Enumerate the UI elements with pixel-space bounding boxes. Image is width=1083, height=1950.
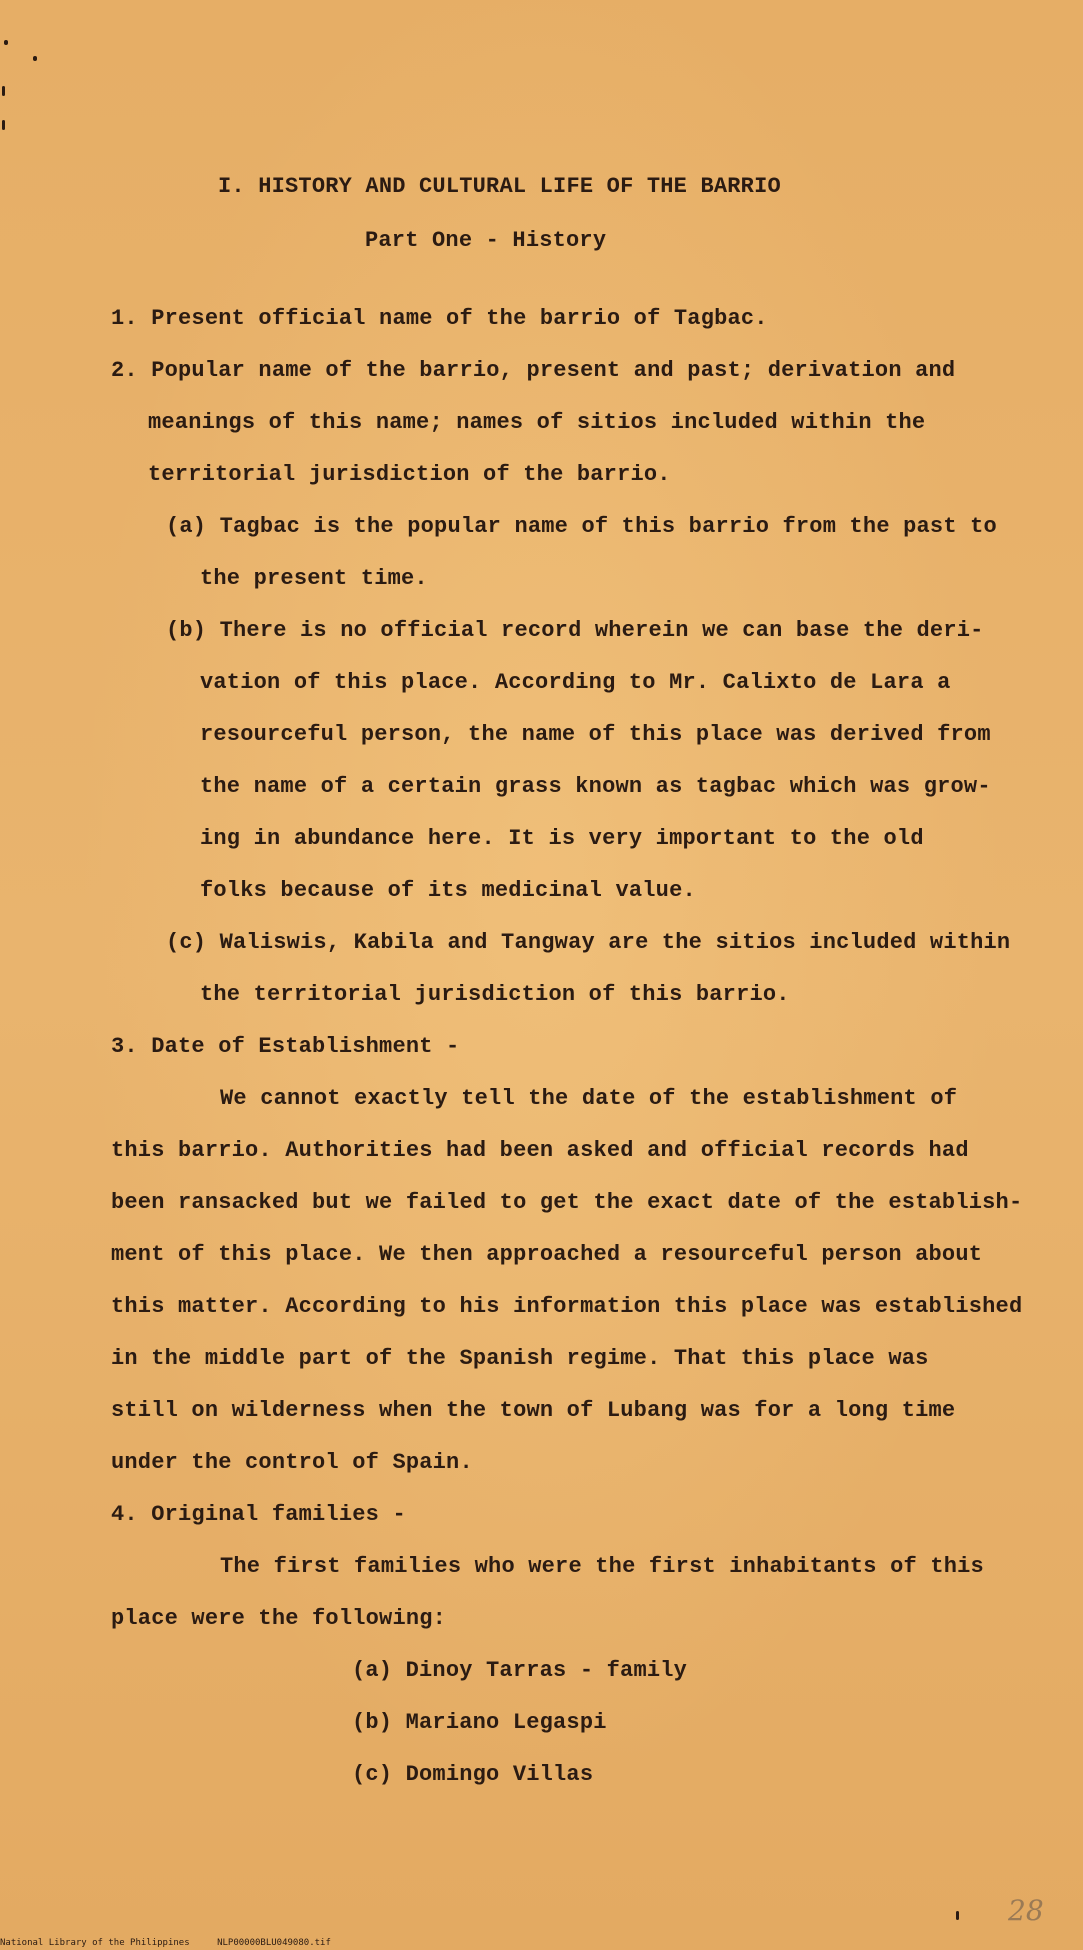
handwritten-page-number: 28 bbox=[1008, 1894, 1044, 1927]
ink-mark bbox=[4, 40, 8, 45]
body-line: ment of this place. We then approached a resourceful person about bbox=[111, 1242, 983, 1267]
body-line: The first families who were the first inhabitants of this bbox=[220, 1554, 984, 1579]
body-line: (c) Waliswis, Kabila and Tangway are the sitios included within bbox=[166, 930, 1011, 955]
body-line: (a) Tagbac is the popular name of this barrio from the past to bbox=[166, 514, 997, 539]
ink-mark bbox=[2, 120, 5, 130]
body-line: the present time. bbox=[200, 566, 428, 591]
body-line: this matter. According to his information this place was established bbox=[111, 1294, 1023, 1319]
body-line: (b) Mariano Legaspi bbox=[352, 1710, 607, 1735]
body-line: (a) Dinoy Tarras - family bbox=[352, 1658, 688, 1683]
body-line: (b) There is no official record wherein we can base the deri- bbox=[166, 618, 984, 643]
body-line: resourceful person, the name of this place was derived from bbox=[200, 722, 991, 747]
body-line: been ransacked but we failed to get the exact date of the establish- bbox=[111, 1190, 1023, 1215]
footer-library: National Library of the Philippines bbox=[0, 1938, 190, 1948]
ink-mark bbox=[2, 86, 5, 96]
body-line: 4. Original families - bbox=[111, 1502, 406, 1527]
body-line: meanings of this name; names of sitios included within the bbox=[148, 410, 926, 435]
body-line: under the control of Spain. bbox=[111, 1450, 473, 1475]
body-line: this barrio. Authorities had been asked and official records had bbox=[111, 1138, 969, 1163]
body-line: still on wilderness when the town of Lubang was for a long time bbox=[111, 1398, 956, 1423]
body-line: territorial jurisdiction of the barrio. bbox=[148, 462, 671, 487]
document-subtitle: Part One - History bbox=[365, 228, 607, 253]
body-line: in the middle part of the Spanish regime. That this place was bbox=[111, 1346, 929, 1371]
body-line: 2. Popular name of the barrio, present and past; derivation and bbox=[111, 358, 956, 383]
body-line: place were the following: bbox=[111, 1606, 447, 1631]
body-line: (c) Domingo Villas bbox=[352, 1762, 594, 1787]
body-line: 3. Date of Establishment - bbox=[111, 1034, 460, 1059]
ink-mark bbox=[33, 56, 37, 61]
footer-file: NLP00000BLU049080.tif bbox=[217, 1938, 331, 1948]
body-line: vation of this place. According to Mr. Calixto de Lara a bbox=[200, 670, 951, 695]
body-line: the name of a certain grass known as tagbac which was grow- bbox=[200, 774, 991, 799]
body-line: We cannot exactly tell the date of the establishment of bbox=[220, 1086, 958, 1111]
scan-footer bbox=[0, 1938, 353, 1948]
body-line: 1. Present official name of the barrio of Tagbac. bbox=[111, 306, 768, 331]
body-line: the territorial jurisdiction of this barrio. bbox=[200, 982, 790, 1007]
ink-mark bbox=[956, 1911, 959, 1920]
document-title: I. HISTORY AND CULTURAL LIFE OF THE BARRIO bbox=[218, 174, 781, 199]
body-line: folks because of its medicinal value. bbox=[200, 878, 696, 903]
body-line: ing in abundance here. It is very important to the old bbox=[200, 826, 924, 851]
